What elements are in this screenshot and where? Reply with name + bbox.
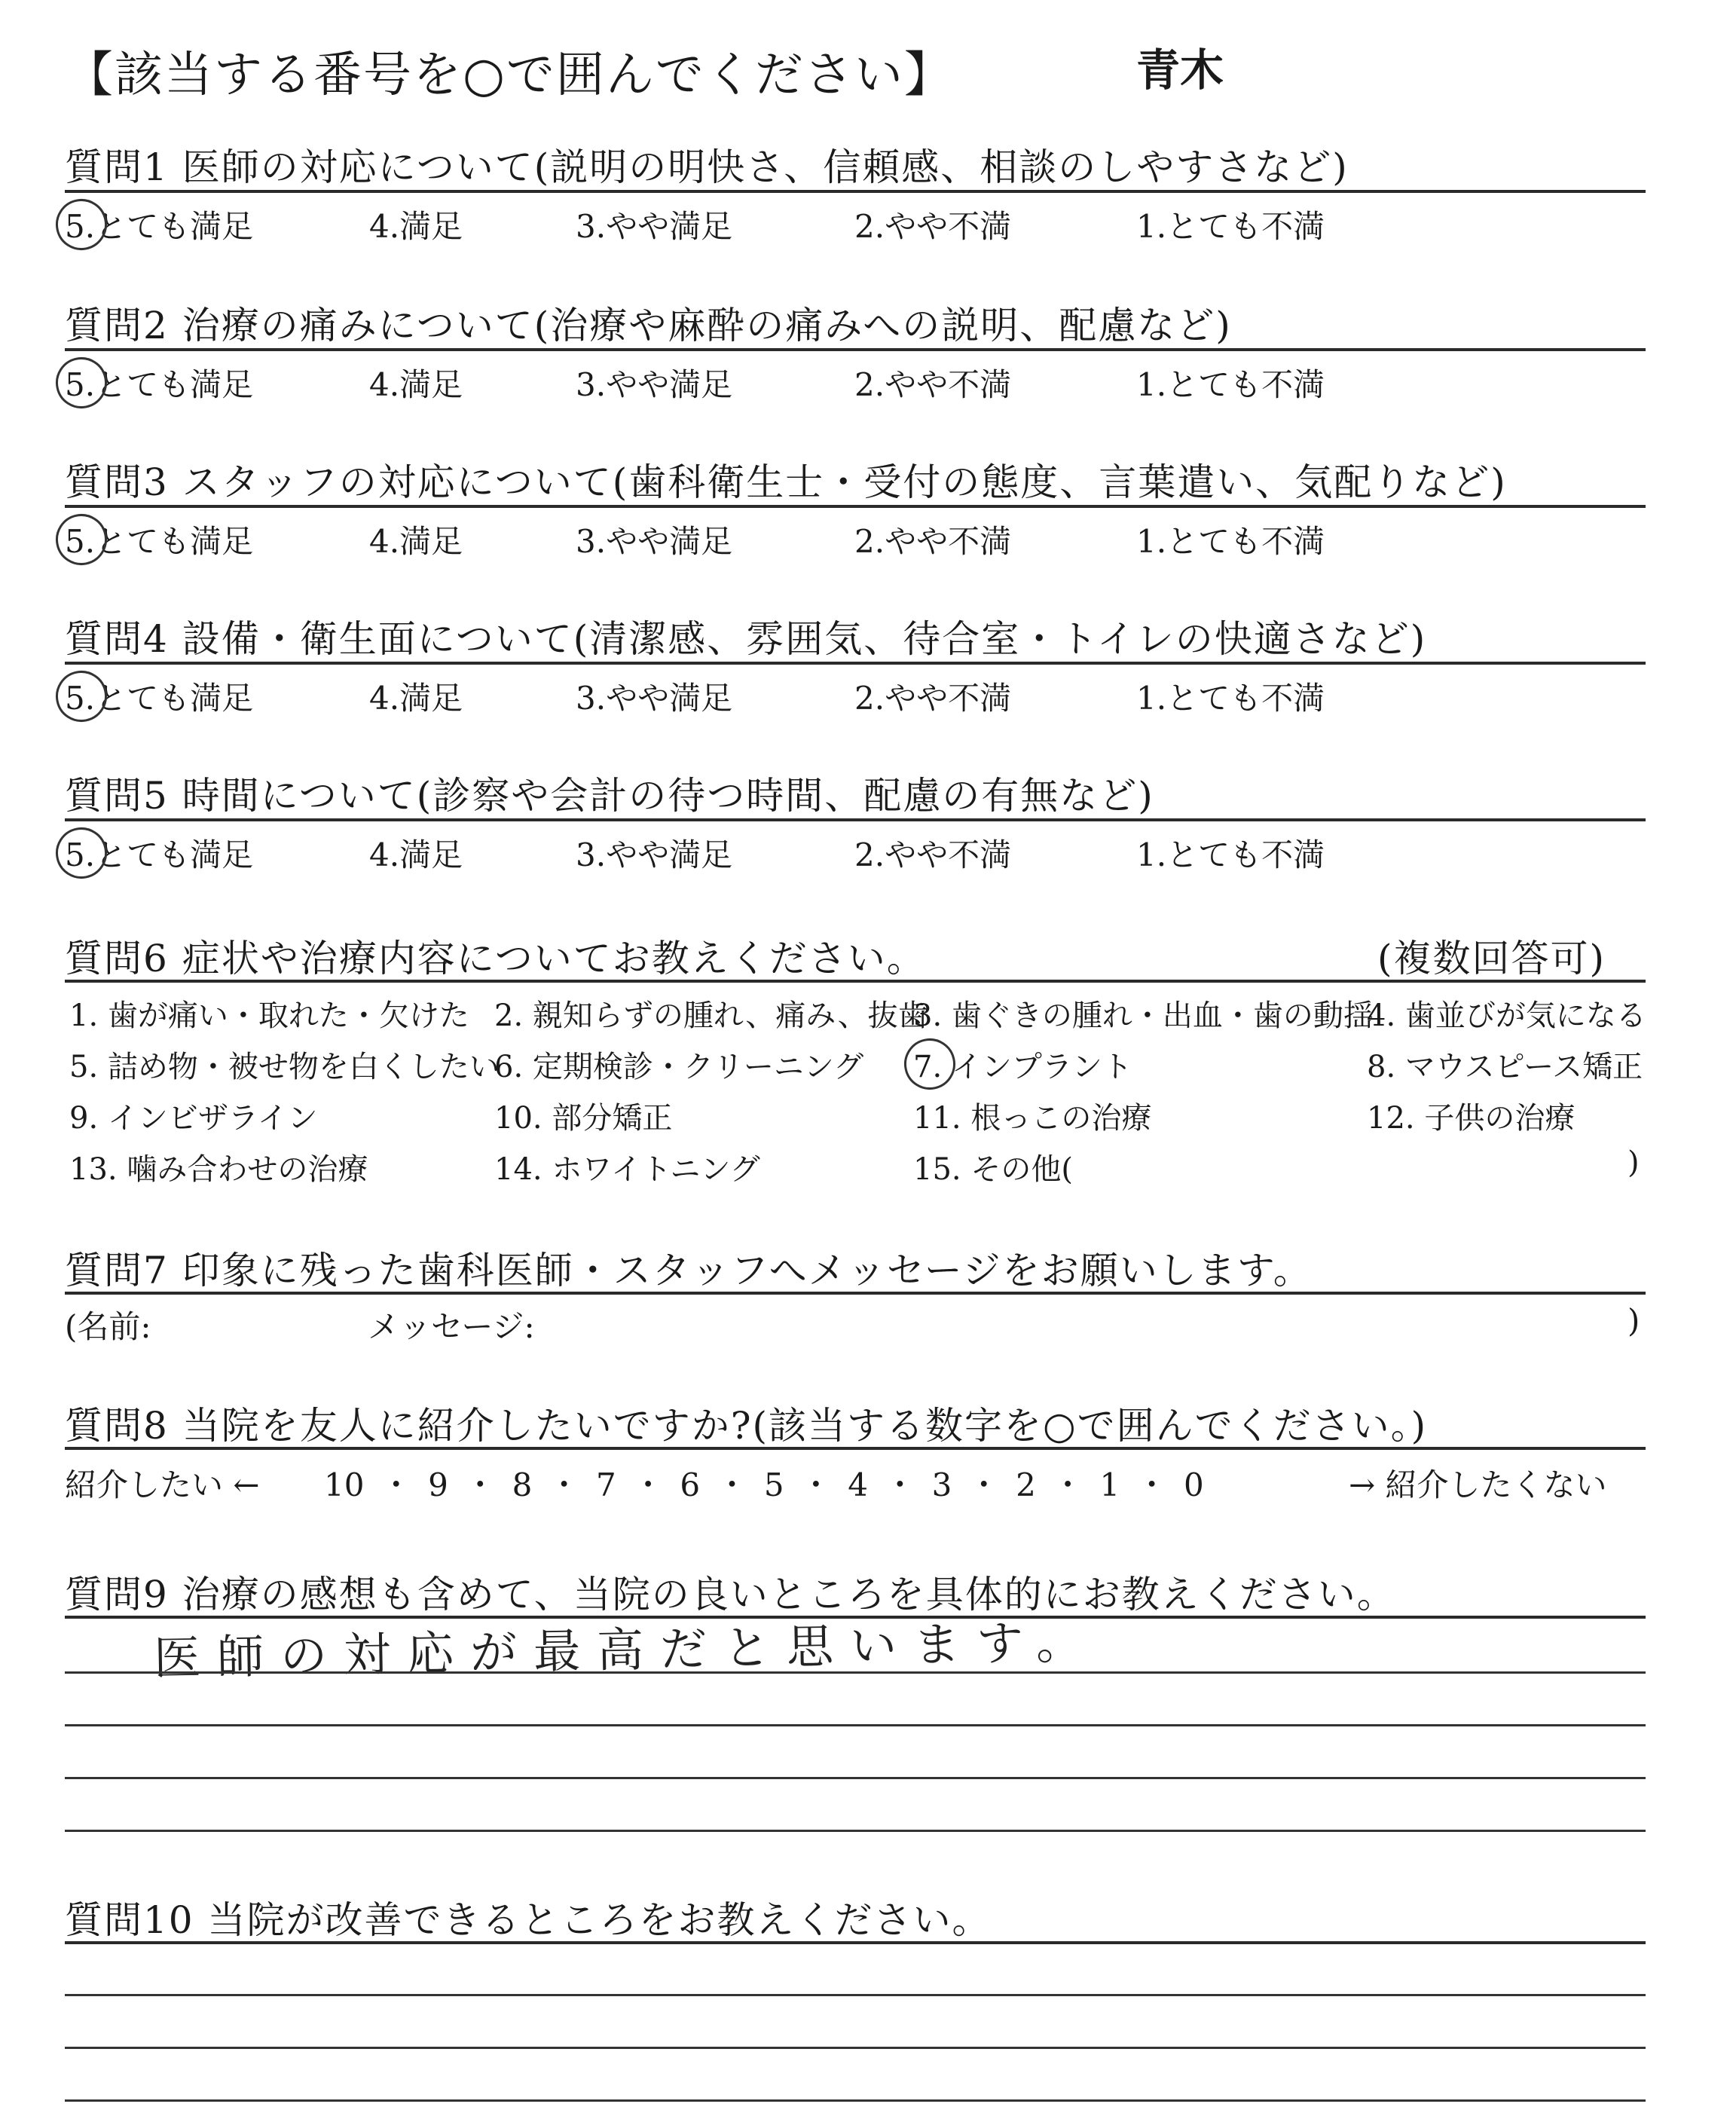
q6-option-6[interactable]: 6. 定期検診・クリーニング	[494, 1050, 864, 1084]
question-2-option-4[interactable]: 4.満足	[369, 366, 463, 403]
q7-title: 質問7 印象に残った歯科医師・スタッフへメッセージをお願いします。	[65, 1249, 1313, 1292]
question-1-option-4[interactable]: 4.満足	[369, 208, 463, 245]
q6-option-15[interactable]: 15. その他(	[913, 1152, 1073, 1187]
q6-close-paren: )	[1628, 1145, 1640, 1180]
q6-option-9[interactable]: 9. インビザライン	[69, 1101, 318, 1136]
q8-title: 質問8 当院を友人に紹介したいですか?(該当する数字を○で囲んでください。)	[65, 1404, 1428, 1448]
q6-option-3[interactable]: 3. 歯ぐきの腫れ・出血・歯の動揺	[913, 998, 1374, 1033]
question-3-option-2[interactable]: 2.やや不満	[854, 523, 1012, 560]
q6-option-1[interactable]: 1. 歯が痛い・取れた・欠けた	[69, 998, 469, 1033]
question-5-title: 質問5 時間について(診察や会計の待つ時間、配慮の有無など)	[65, 774, 1154, 818]
question-3-option-5[interactable]: 5.とても満足	[65, 523, 254, 560]
q9-handwritten-answer: 医師の対応が最高だと思います。	[153, 1614, 1100, 1686]
q7-message-label: メッセージ:	[368, 1308, 535, 1345]
q10-title: 質問10 当院が改善できるところをお教えください。	[65, 1898, 992, 1942]
question-4-option-4[interactable]: 4.満足	[369, 680, 463, 717]
question-3-option-1[interactable]: 1.とても不満	[1136, 523, 1325, 560]
q6-option-13[interactable]: 13. 噛み合わせの治療	[69, 1152, 368, 1187]
question-5-option-5[interactable]: 5.とても満足	[65, 836, 254, 873]
question-2-option-5[interactable]: 5.とても満足	[65, 366, 254, 403]
q7-name-label: (名前:	[65, 1308, 151, 1345]
question-5-option-1[interactable]: 1.とても不満	[1136, 836, 1325, 873]
question-2-option-1[interactable]: 1.とても不満	[1136, 366, 1325, 403]
q8-left-label: 紹介したい ←	[65, 1466, 260, 1503]
question-1-title: 質問1 医師の対応について(説明の明快さ、信頼感、相談のしやすさなど)	[65, 145, 1349, 189]
question-4-option-1[interactable]: 1.とても不満	[1136, 680, 1325, 717]
q6-option-10[interactable]: 10. 部分矯正	[494, 1101, 673, 1136]
question-2-title: 質問2 治療の痛みについて(治療や麻酔の痛みへの説明、配慮など)	[65, 304, 1232, 347]
q7-close-paren: )	[1628, 1302, 1640, 1339]
handwritten-name: 青木	[1136, 44, 1224, 96]
question-1-option-3[interactable]: 3.やや満足	[576, 208, 733, 245]
q6-title: 質問6 症状や治療内容についてお教えください。	[65, 937, 926, 980]
q6-option-2[interactable]: 2. 親知らずの腫れ、痛み、抜歯	[494, 998, 928, 1033]
question-5-option-3[interactable]: 3.やや満足	[576, 836, 733, 873]
q8-right-label: → 紹介したくない	[1349, 1466, 1607, 1503]
q6-option-5[interactable]: 5. 詰め物・被せ物を白くしたい	[69, 1050, 500, 1084]
question-3-option-4[interactable]: 4.満足	[369, 523, 463, 560]
q6-option-11[interactable]: 11. 根っこの治療	[913, 1101, 1152, 1136]
question-2-option-3[interactable]: 3.やや満足	[576, 366, 733, 403]
question-1-option-5[interactable]: 5.とても満足	[65, 208, 254, 245]
q6-option-7[interactable]: 7. インプラント	[913, 1050, 1132, 1084]
question-1-option-2[interactable]: 2.やや不満	[854, 208, 1012, 245]
question-3-title: 質問3 スタッフの対応について(歯科衛生士・受付の態度、言葉遣い、気配りなど)	[65, 460, 1507, 504]
question-4-option-2[interactable]: 2.やや不満	[854, 680, 1012, 717]
question-4-option-5[interactable]: 5.とても満足	[65, 680, 254, 717]
q8-scale: 10 ・ 9 ・ 8 ・ 7 ・ 6 ・ 5 ・ 4 ・ 3 ・ 2 ・ 1 ・ 0	[324, 1466, 1204, 1503]
page-title: 【該当する番号を○で囲んでください】	[65, 47, 954, 103]
question-1-option-1[interactable]: 1.とても不満	[1136, 208, 1325, 245]
question-4-title: 質問4 設備・衛生面について(清潔感、雰囲気、待合室・トイレの快適さなど)	[65, 617, 1427, 661]
question-4-option-3[interactable]: 3.やや満足	[576, 680, 733, 717]
q6-option-12[interactable]: 12. 子供の治療	[1367, 1101, 1576, 1136]
q6-option-8[interactable]: 8. マウスピース矯正	[1367, 1050, 1643, 1084]
question-2-option-2[interactable]: 2.やや不満	[854, 366, 1012, 403]
question-3-option-3[interactable]: 3.やや満足	[576, 523, 733, 560]
q6-note: (複数回答可)	[1377, 937, 1606, 980]
question-5-option-4[interactable]: 4.満足	[369, 836, 463, 873]
q6-option-14[interactable]: 14. ホワイトニング	[494, 1152, 760, 1187]
q6-option-4[interactable]: 4. 歯並びが気になる	[1367, 998, 1646, 1033]
q9-title: 質問9 治療の感想も含めて、当院の良いところを具体的にお教えください。	[65, 1573, 1396, 1616]
question-5-option-2[interactable]: 2.やや不満	[854, 836, 1012, 873]
